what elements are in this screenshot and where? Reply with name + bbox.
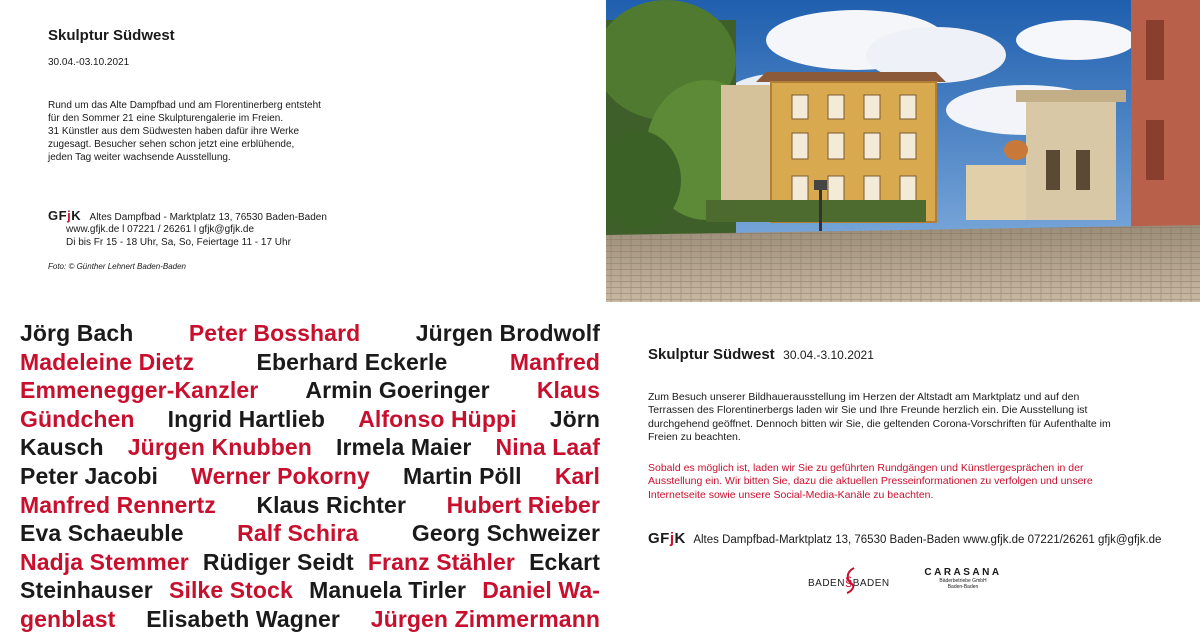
card-title: Skulptur Südwest <box>48 27 175 44</box>
invite-title: Skulptur Südwest <box>648 346 775 363</box>
artist-name: Franz Stähler <box>367 548 515 575</box>
artist-name: Jörn <box>549 405 600 432</box>
paragraph-line: Sobald es möglich ist, laden wir Sie zu geführten Rundgängen und Künstlergesprächen in der <box>648 462 1084 474</box>
artist-name: Jürgen Knubben <box>127 434 312 461</box>
artist-name: Georg Schweizer <box>411 520 600 547</box>
invite-dates: 30.04.-3.10.2021 <box>783 348 874 362</box>
artist-name: Manfred Rennertz <box>20 491 216 518</box>
intro-line: für den Sommer 21 eine Skulpturengalerie im Freien. <box>48 113 284 124</box>
artist-line <box>20 376 600 405</box>
artist-name: Klaus Richter <box>256 491 407 518</box>
artist-name: Elisabeth Wagner <box>146 605 340 632</box>
intro-text <box>48 99 348 164</box>
artist-name: Madeleine Dietz <box>20 348 195 375</box>
paragraph-line: Terrassen des Florentinerbergs laden wir Sie und Ihre Freunde herzlich ein. Die Ausstellung ist <box>648 404 1088 417</box>
artist-name: Jürgen Brodwolf <box>415 320 600 346</box>
gfjk-logo: GFjK <box>48 208 82 223</box>
artist-name: genblast <box>20 605 116 632</box>
artist-name: Karl <box>554 462 600 489</box>
artist-line <box>20 348 600 377</box>
artist-name: Nina Laaf <box>495 434 600 461</box>
artist-name: Gündchen <box>20 405 135 432</box>
artist-name: Ingrid Hartlieb <box>167 405 326 432</box>
photo-illustration <box>606 0 1200 302</box>
artist-name: Nadja Stemmer <box>20 548 189 575</box>
artist-name: Klaus <box>536 377 600 404</box>
baden-baden-logo: BADEN§BADEN <box>808 566 888 596</box>
artist-name: Peter Bosshard <box>188 320 361 346</box>
artist-name: Alfonso Hüppi <box>358 405 517 432</box>
artist-name: Kausch <box>20 434 104 461</box>
photo-credit: Foto: © Günther Lehnert Baden-Baden <box>48 262 186 271</box>
artist-name: Daniel Wa- <box>482 577 600 604</box>
artist-name: Manfred <box>509 348 600 375</box>
artist-name: Eckart <box>529 548 600 575</box>
artist-line <box>20 405 600 434</box>
artist-name: Manuela Tirler <box>309 577 467 604</box>
intro-line: Rund um das Alte Dampfbad und am Florentinerberg entsteht <box>48 100 321 111</box>
address-text: Altes Dampfbad - Marktplatz 13, 76530 Baden-Baden <box>89 212 327 223</box>
intro-line: 31 Künstler aus dem Südwesten haben dafür ihre Werke <box>48 126 300 137</box>
swirl-icon <box>844 566 858 594</box>
artist-line <box>20 462 600 491</box>
contact-text: www.gfjk.de l 07221 / 26261 l gfjk@gfjk.de <box>66 224 255 235</box>
paragraph-line: Ausstellung ein. Wir bitten Sie, dazu die aktuellen Presseinformationen zu verfolgen und unsere <box>648 475 1093 488</box>
paragraph-line: durchgehend geöffnet. Dennoch bitten wir Sie, die geltenden Corona-Vorschriften für Aufenthalte im <box>648 417 1111 430</box>
artist-name: Emmenegger-Kanzler <box>20 377 259 404</box>
artist-line <box>20 605 600 634</box>
intro-line: zugesagt. Besucher sehen schon jetzt eine erblühende, <box>48 139 295 150</box>
artist-name: Eberhard Eckerle <box>256 348 448 375</box>
artist-line <box>20 491 600 520</box>
artist-name: Martin Pöll <box>402 462 522 489</box>
square-photo <box>606 0 1200 302</box>
hours-text: Di bis Fr 15 - 18 Uhr, Sa, So, Feiertage 11 - 17 Uhr <box>66 237 291 248</box>
invite-footer <box>648 530 1161 548</box>
invite-paragraph-1 <box>648 391 1168 445</box>
artist-name: Silke Stock <box>169 577 293 604</box>
artist-line <box>20 519 600 548</box>
carasana-name: CARASANA <box>924 567 1002 578</box>
artist-line <box>20 576 600 605</box>
artist-name: Hubert Rieber <box>446 491 600 518</box>
paragraph-line: Zum Besuch unserer Bildhauerausstellung im Herzen der Altstadt am Marktplatz und auf den <box>648 391 1080 403</box>
artist-line <box>20 433 600 462</box>
paragraph-line: Freien zu beachten. <box>648 431 741 444</box>
carasana-sub: Bäderbetriebe GmbH <box>939 578 987 584</box>
artist-name: Armin Goeringer <box>305 377 490 404</box>
artist-name: Jörg Bach <box>20 320 134 346</box>
artist-name: Werner Pokorny <box>191 462 370 489</box>
footer-text: Altes Dampfbad-Marktplatz 13, 76530 Baden-Baden www.gfjk.de 07221/26261 gfjk@gfjk.de <box>693 534 1162 546</box>
artist-name: Peter Jacobi <box>20 462 158 489</box>
artist-list <box>20 319 610 634</box>
artist-line <box>20 548 600 577</box>
card-dates: 30.04.-03.10.2021 <box>48 57 130 68</box>
carasana-sub2: Baden-Baden <box>947 584 979 590</box>
intro-line: jeden Tag weiter wachsende Ausstellung. <box>48 152 231 163</box>
invite-paragraph-2 <box>648 462 1168 502</box>
artist-name: Jürgen Zimmermann <box>370 605 600 632</box>
invite-heading <box>648 346 874 364</box>
carasana-logo <box>918 567 1008 590</box>
artist-line <box>20 319 600 348</box>
artist-name: Steinhauser <box>20 577 153 604</box>
artist-name: Rüdiger Seidt <box>202 548 354 575</box>
artist-name: Eva Schaeuble <box>20 520 184 547</box>
artist-name: Irmela Maier <box>336 434 472 461</box>
paragraph-line: Internetseite sowie unsere Social-Media-Kanäle zu beachten. <box>648 488 934 501</box>
artist-name: Ralf Schira <box>237 520 359 547</box>
gfjk-logo: GFjK <box>648 530 686 547</box>
